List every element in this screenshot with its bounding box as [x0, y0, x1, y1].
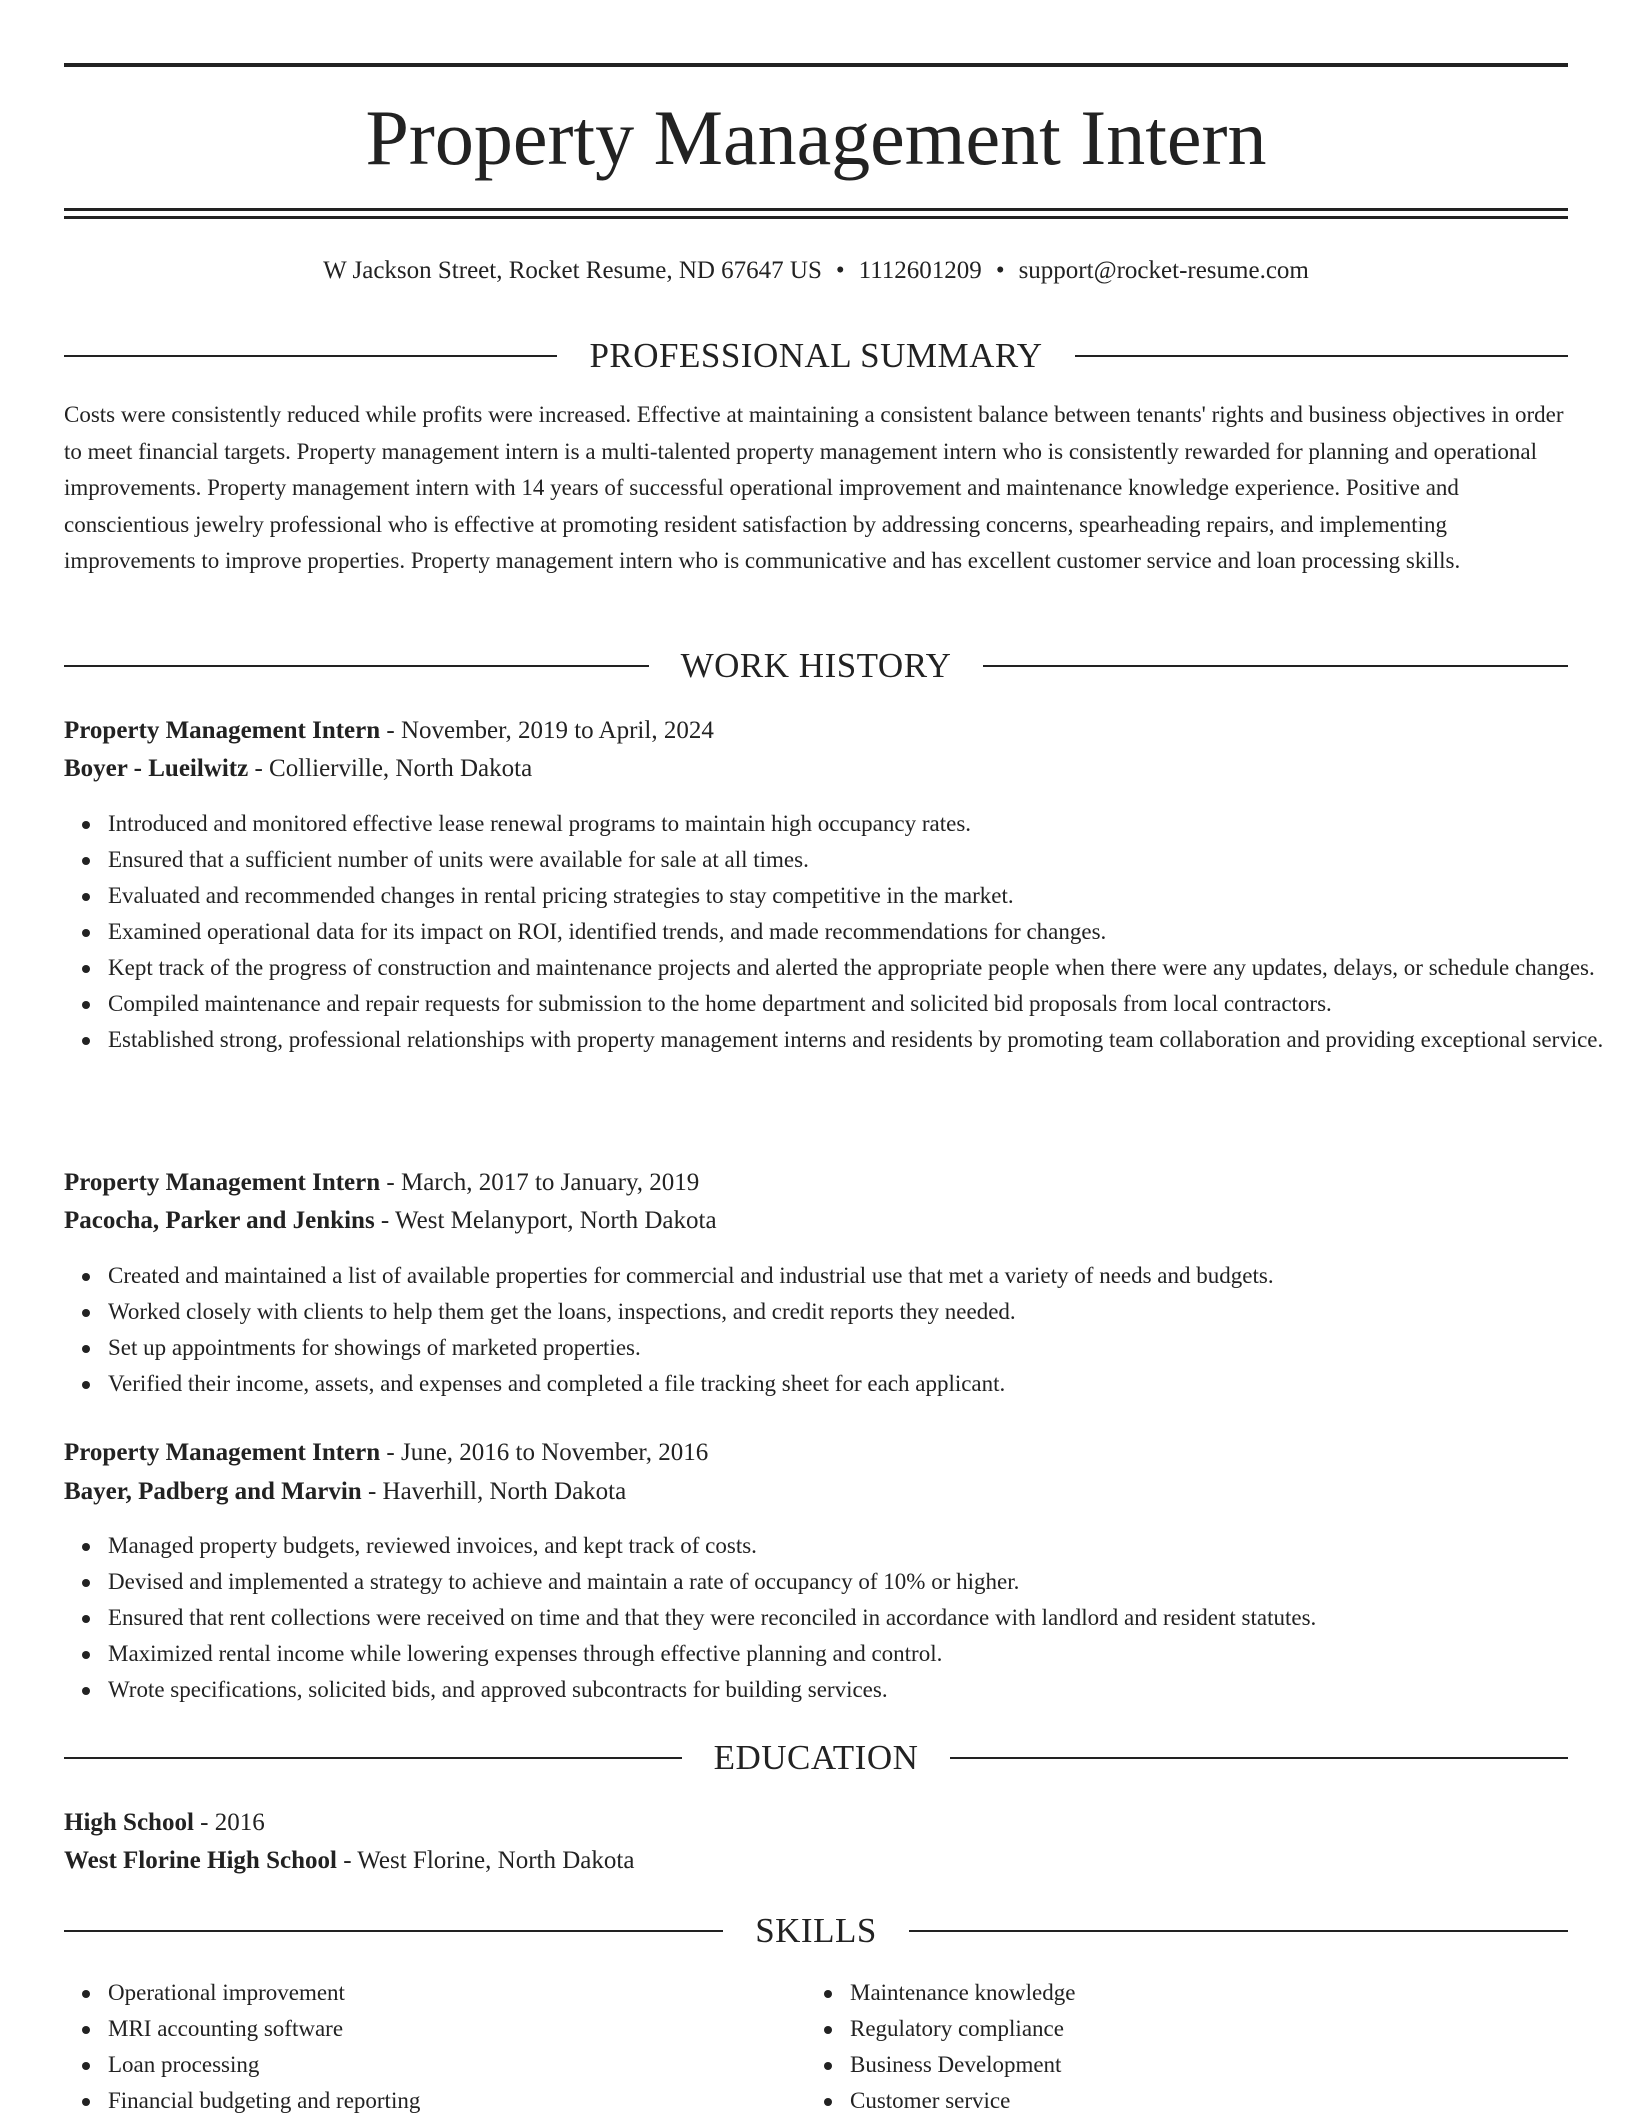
job-title-line: [64, 1436, 1568, 1470]
heading-rule-left: [64, 665, 649, 667]
job-bullet: Verified their income, assets, and expenses and completed a file tracking sheet for each applicant.: [108, 1366, 1612, 1402]
skills-list-left: [64, 1975, 808, 2119]
job-bullet: Devised and implemented a strategy to achieve and maintain a rate of occupancy of 10% or higher.: [108, 1564, 1612, 1600]
heading-rule-right: [950, 1757, 1568, 1759]
job-bullet: Created and maintained a list of available properties for commercial and industrial use that met a variety of needs and budgets.: [108, 1258, 1612, 1294]
skill-item: Maintenance knowledge: [850, 1975, 1550, 2011]
summary-text: Costs were consistently reduced while profits were increased. Effective at maintaining a consistent balance between tenants' rights and business objectives in order to meet financial targets. Property management intern is a multi-talented property management intern who is consistently rewarded for planning and operational improvements. Property management intern with 14 years of successful operational improvement and maintenance knowledge experience. Positive and conscientious jewelry professional who is effective at promoting resident satisfaction by addressing concerns, spearheading repairs, and implementing improvements to improve properties. Property management intern who is communicative and has excellent customer service and loan processing skills.: [64, 402, 1564, 574]
education-year: - 2016: [193, 1809, 265, 1836]
job-company-line: [64, 1475, 1568, 1509]
contact-address: W Jackson Street, Rocket Resume, ND 67647 US: [323, 257, 822, 284]
skills-list-right: [806, 1975, 1550, 2119]
education-section-heading: [64, 1736, 1568, 1780]
skill-item: Financial budgeting and reporting: [108, 2083, 808, 2119]
header-double-rule-lower: [64, 216, 1568, 219]
skills-heading-label: SKILLS: [755, 1911, 877, 1950]
job-bullet: Compiled maintenance and repair requests for submission to the home department and solicited bid proposals from local contractors.: [108, 986, 1612, 1022]
skills-section-heading: [64, 1909, 1568, 1953]
summary-heading-label: PROFESSIONAL SUMMARY: [589, 336, 1043, 375]
job-company: Pacocha, Parker and Jenkins: [64, 1207, 375, 1234]
work-history-heading-label: WORK HISTORY: [680, 646, 952, 685]
contact-separator: •: [835, 257, 845, 284]
education-degree-line: [64, 1806, 1568, 1840]
contact-separator: •: [995, 257, 1005, 284]
skill-item: MRI accounting software: [108, 2011, 808, 2047]
job-company: Bayer, Padberg and Marvin: [64, 1478, 362, 1505]
job-bullets: [64, 1258, 1612, 1402]
contact-email[interactable]: support@rocket-resume.com: [1018, 257, 1309, 284]
job-bullet: Ensured that rent collections were received on time and that they were reconciled in accordance with landlord and resident statutes.: [108, 1600, 1612, 1636]
header-double-rule-upper: [64, 208, 1568, 211]
education-degree: High School: [64, 1809, 194, 1836]
job-bullet: Maximized rental income while lowering expenses through effective planning and control.: [108, 1636, 1612, 1672]
job-dates: - November, 2019 to April, 2024: [380, 717, 714, 744]
contact-line: [64, 254, 1568, 288]
job-bullet: Set up appointments for showings of marketed properties.: [108, 1330, 1612, 1366]
heading-rule-left: [64, 1757, 682, 1759]
job-company-line: [64, 1204, 1568, 1238]
work-history-section-heading: [64, 644, 1568, 688]
heading-rule-right: [1075, 355, 1568, 357]
heading-rule-right: [909, 1930, 1568, 1932]
education-school-line: [64, 1844, 1568, 1878]
job-dates: - March, 2017 to January, 2019: [380, 1169, 700, 1196]
job-location: - West Melanyport, North Dakota: [374, 1207, 717, 1234]
education-school: West Florine High School: [64, 1847, 337, 1874]
job-bullet: Established strong, professional relationships with property management interns and residents by promoting team collaboration and providing exceptional service.: [108, 1022, 1612, 1058]
summary-section-heading: [64, 334, 1568, 378]
skill-item: Regulatory compliance: [850, 2011, 1550, 2047]
header-top-rule: [64, 63, 1568, 67]
skill-item: Operational improvement: [108, 1975, 808, 2011]
job-title: Property Management Intern: [64, 1439, 381, 1466]
job-bullet: Ensured that a sufficient number of units were available for sale at all times.: [108, 842, 1612, 878]
skill-item: Customer service: [850, 2083, 1550, 2119]
job-location: - Collierville, North Dakota: [248, 755, 533, 782]
contact-phone: 1112601209: [858, 257, 982, 284]
education-heading-label: EDUCATION: [713, 1738, 919, 1777]
skill-item: Loan processing: [108, 2047, 808, 2083]
job-bullets: [64, 1528, 1612, 1708]
resume-title: Property Management Intern: [365, 94, 1267, 181]
job-title: Property Management Intern: [64, 717, 381, 744]
job-bullet: Worked closely with clients to help them get the loans, inspections, and credit reports they needed.: [108, 1294, 1612, 1330]
heading-rule-right: [983, 665, 1568, 667]
heading-rule-left: [64, 355, 557, 357]
job-company: Boyer - Lueilwitz: [64, 755, 249, 782]
job-bullet: Examined operational data for its impact on ROI, identified trends, and made recommendations for changes.: [108, 914, 1612, 950]
heading-rule-left: [64, 1930, 723, 1932]
job-location: - Haverhill, North Dakota: [361, 1478, 627, 1505]
job-bullet: Wrote specifications, solicited bids, and approved subcontracts for building services.: [108, 1672, 1612, 1708]
job-title-line: [64, 1166, 1568, 1200]
skill-item: Business Development: [850, 2047, 1550, 2083]
job-company-line: [64, 752, 1568, 786]
job-bullets: [64, 806, 1612, 1058]
job-bullet: Managed property budgets, reviewed invoices, and kept track of costs.: [108, 1528, 1612, 1564]
job-bullet: Evaluated and recommended changes in rental pricing strategies to stay competitive in the market.: [108, 878, 1612, 914]
job-bullet: Kept track of the progress of construction and maintenance projects and alerted the appropriate people when there were any updates, delays, or schedule changes.: [108, 950, 1612, 986]
job-title-line: [64, 714, 1568, 748]
job-dates: - June, 2016 to November, 2016: [380, 1439, 709, 1466]
job-bullet: Introduced and monitored effective lease renewal programs to maintain high occupancy rates.: [108, 806, 1612, 842]
job-title: Property Management Intern: [64, 1169, 381, 1196]
education-location: - West Florine, North Dakota: [336, 1847, 635, 1874]
